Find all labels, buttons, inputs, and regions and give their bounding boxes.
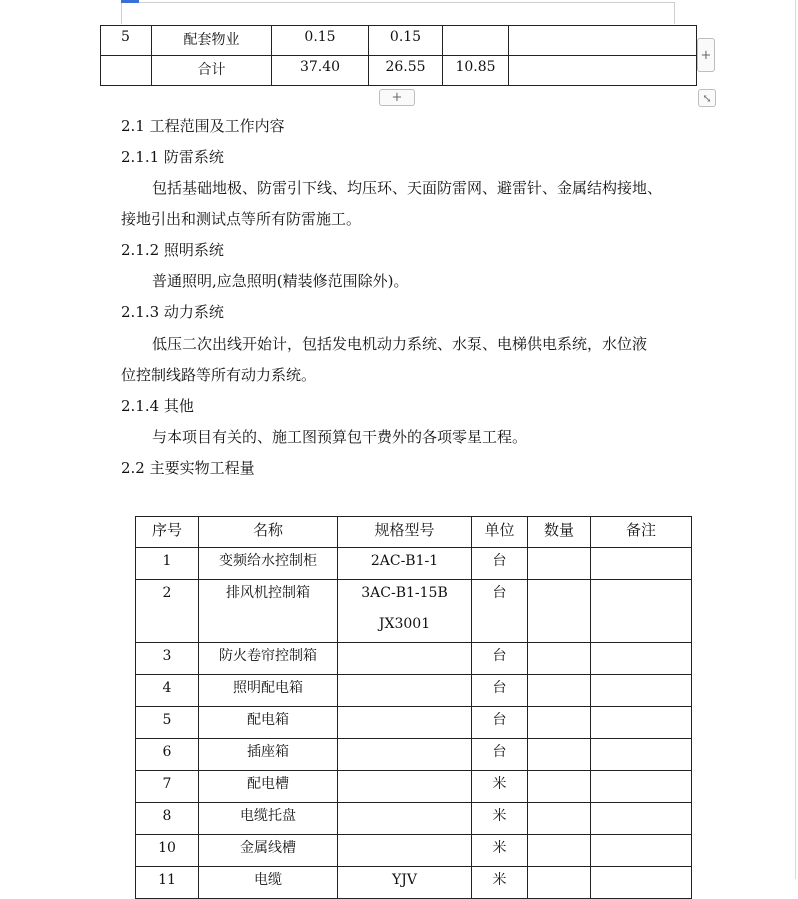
quantities-table — [135, 516, 692, 899]
spec-line1: 3AC-B1-15B — [361, 585, 448, 601]
investment-table — [100, 25, 697, 86]
table-row — [101, 26, 697, 56]
header-no[interactable]: 序号 — [136, 517, 199, 548]
cell-unit[interactable]: 台 — [472, 548, 528, 580]
cell-spec[interactable] — [338, 707, 472, 739]
cell-no[interactable]: 5 — [136, 707, 199, 739]
cell-value[interactable]: 37.40 — [272, 56, 369, 86]
spec-line2: JX3001 — [378, 616, 431, 632]
cell-value[interactable] — [509, 26, 697, 56]
cell-no[interactable]: 1 — [136, 548, 199, 580]
cell-qty[interactable] — [528, 835, 591, 867]
cell-qty[interactable] — [528, 739, 591, 771]
table-row — [136, 548, 692, 580]
cell-note[interactable] — [591, 580, 692, 643]
cell-no[interactable]: 5 — [101, 26, 152, 56]
cell-qty[interactable] — [528, 643, 591, 675]
cell-unit[interactable]: 米 — [472, 835, 528, 867]
cell-name[interactable]: 配套物业 — [152, 26, 272, 56]
heading-2-1-2: 2.1.2 照明系统 — [121, 241, 224, 259]
cell-no[interactable]: 2 — [136, 580, 199, 643]
cell-name[interactable]: 照明配电箱 — [199, 675, 338, 707]
cell-value[interactable]: 0.15 — [369, 26, 443, 56]
cell-spec[interactable] — [338, 675, 472, 707]
cell-name[interactable]: 金属线槽 — [199, 835, 338, 867]
cell-name[interactable]: 合计 — [152, 56, 272, 86]
cell-spec[interactable] — [338, 580, 472, 643]
cell-note[interactable] — [591, 707, 692, 739]
cell-qty[interactable] — [528, 675, 591, 707]
cell-qty[interactable] — [528, 580, 591, 643]
cell-unit[interactable]: 米 — [472, 803, 528, 835]
table-row — [136, 707, 692, 739]
cell-no[interactable]: 10 — [136, 835, 199, 867]
cell-name[interactable]: 变频给水控制柜 — [199, 548, 338, 580]
cell-no[interactable]: 11 — [136, 867, 199, 899]
cell-no[interactable]: 8 — [136, 803, 199, 835]
cell-value[interactable]: 26.55 — [369, 56, 443, 86]
cell-qty[interactable] — [528, 707, 591, 739]
cell-value[interactable] — [443, 26, 509, 56]
cell-name[interactable]: 电缆 — [199, 867, 338, 899]
cell-spec[interactable] — [338, 771, 472, 803]
paragraph-other: 与本项目有关的、施工图预算包干费外的各项零星工程。 — [152, 428, 528, 446]
cell-unit[interactable]: 台 — [472, 707, 528, 739]
cell-note[interactable] — [591, 835, 692, 867]
cell-unit[interactable]: 米 — [472, 867, 528, 899]
table-row — [136, 835, 692, 867]
cell-value[interactable]: 0.15 — [272, 26, 369, 56]
heading-2-1-3: 2.1.3 动力系统 — [121, 303, 224, 321]
table-row — [136, 643, 692, 675]
cell-value[interactable] — [509, 56, 697, 86]
cell-spec[interactable] — [338, 803, 472, 835]
page-edge — [795, 0, 796, 879]
cell-spec[interactable] — [338, 643, 472, 675]
cell-no[interactable]: 3 — [136, 643, 199, 675]
cell-name[interactable]: 防火卷帘控制箱 — [199, 643, 338, 675]
cell-spec[interactable] — [338, 739, 472, 771]
add-row-button[interactable]: + — [379, 89, 415, 106]
cell-spec[interactable]: YJV — [338, 867, 472, 899]
cell-note[interactable] — [591, 867, 692, 899]
cell-unit[interactable]: 台 — [472, 739, 528, 771]
cell-no[interactable] — [101, 56, 152, 86]
table-header-row — [136, 517, 692, 548]
cell-no[interactable]: 7 — [136, 771, 199, 803]
cell-name[interactable]: 插座箱 — [199, 739, 338, 771]
heading-2-1-4: 2.1.4 其他 — [121, 397, 194, 415]
cell-name[interactable]: 配电槽 — [199, 771, 338, 803]
header-name[interactable]: 名称 — [199, 517, 338, 548]
table-row — [136, 580, 692, 643]
cell-qty[interactable] — [528, 803, 591, 835]
cell-name[interactable]: 配电箱 — [199, 707, 338, 739]
table-row — [101, 56, 697, 86]
paragraph-lightning-line2: 接地引出和测试点等所有防雷施工。 — [121, 210, 362, 228]
cell-note[interactable] — [591, 548, 692, 580]
cell-note[interactable] — [591, 675, 692, 707]
header-unit[interactable]: 单位 — [472, 517, 528, 548]
table-row — [136, 867, 692, 899]
table-resize-icon[interactable]: ⤡ — [698, 89, 716, 107]
cell-value[interactable]: 10.85 — [443, 56, 509, 86]
table-row — [136, 675, 692, 707]
heading-2-1-1: 2.1.1 防雷系统 — [121, 148, 224, 166]
cell-no[interactable]: 6 — [136, 739, 199, 771]
cell-unit[interactable]: 台 — [472, 643, 528, 675]
paragraph-lighting: 普通照明,应急照明(精装修范围除外)。 — [152, 272, 409, 290]
cell-qty[interactable] — [528, 548, 591, 580]
header-qty[interactable]: 数量 — [528, 517, 591, 548]
paragraph-power-line2: 位控制线路等所有动力系统。 — [121, 366, 317, 384]
cell-qty[interactable] — [528, 867, 591, 899]
heading-2-2: 2.2 主要实物工程量 — [121, 459, 255, 477]
paragraph-power-line1: 低压二次出线开始计，包括发电机动力系统、水泵、电梯供电系统，水位液 — [152, 335, 648, 353]
table-row — [136, 771, 692, 803]
cell-unit[interactable]: 米 — [472, 771, 528, 803]
cell-spec[interactable]: 2AC-B1-1 — [338, 548, 472, 580]
text-cursor-marker — [121, 0, 139, 3]
previous-table-strip — [121, 2, 675, 24]
table-row — [136, 739, 692, 771]
header-note[interactable]: 备注 — [591, 517, 692, 548]
cell-note[interactable] — [591, 643, 692, 675]
header-spec[interactable]: 规格型号 — [338, 517, 472, 548]
cell-name[interactable]: 电缆托盘 — [199, 803, 338, 835]
cell-name[interactable]: 排风机控制箱 — [199, 580, 338, 643]
cell-unit[interactable]: 台 — [472, 675, 528, 707]
cell-note[interactable] — [591, 771, 692, 803]
cell-note[interactable] — [591, 739, 692, 771]
add-column-button[interactable]: + — [697, 38, 715, 72]
table-row — [136, 803, 692, 835]
heading-2-1: 2.1 工程范围及工作内容 — [121, 117, 285, 135]
cell-spec[interactable] — [338, 835, 472, 867]
paragraph-lightning-line1: 包括基础地极、防雷引下线、均压环、天面防雷网、避雷针、金属结构接地、 — [152, 179, 663, 197]
cell-no[interactable]: 4 — [136, 675, 199, 707]
cell-unit[interactable]: 台 — [472, 580, 528, 643]
cell-qty[interactable] — [528, 771, 591, 803]
cell-note[interactable] — [591, 803, 692, 835]
